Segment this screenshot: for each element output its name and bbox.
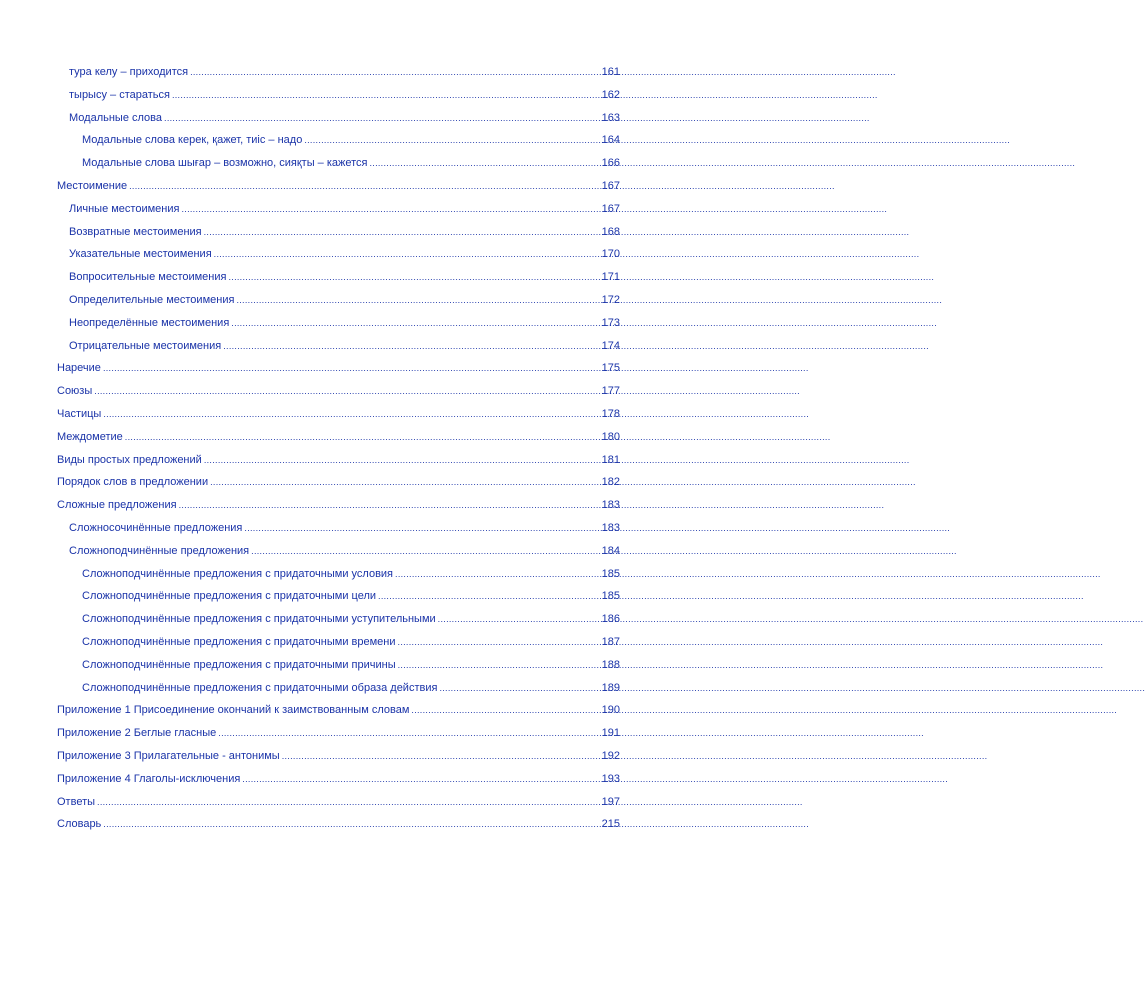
- toc-entry[interactable]: [57, 773, 620, 796]
- toc-entry[interactable]: [57, 727, 620, 750]
- toc-dot-leader: [439, 683, 599, 693]
- toc-dot-leader: [103, 363, 600, 373]
- toc-entry[interactable]: [57, 112, 620, 135]
- toc-entry-title: Сложноподчинённые предложения с придаточными цели: [82, 590, 377, 603]
- toc-entry-page-number: 188: [601, 658, 620, 671]
- toc-entry[interactable]: [57, 796, 620, 819]
- toc-entry-title: Определительные местоимения: [69, 293, 235, 306]
- toc-entry[interactable]: [57, 66, 620, 89]
- toc-entry[interactable]: [57, 385, 620, 408]
- toc-entry[interactable]: [57, 340, 620, 363]
- toc-entry-title: Вопросительные местоимения: [69, 271, 227, 284]
- toc-entry-title: Указательные местоимения: [69, 248, 212, 261]
- toc-entry-title: Приложение 3 Прилагательные - антонимы: [57, 749, 280, 762]
- toc-dot-leader: [103, 409, 599, 419]
- toc-entry[interactable]: [57, 317, 620, 340]
- toc-entry-title: Словарь: [57, 818, 102, 831]
- toc-entry-page-number: 185: [601, 567, 620, 580]
- toc-entry-page-number: 175: [601, 362, 620, 375]
- toc-entry[interactable]: [57, 568, 620, 591]
- toc-entry-page-number: 185: [601, 590, 620, 603]
- toc-entry-page-number: 215: [601, 818, 620, 831]
- toc-entry-title: Модальные слова шығар – возможно, сияқты – кажется: [82, 157, 368, 170]
- toc-entry-title: Междометие: [57, 430, 123, 443]
- toc-entry-title: Виды простых предложений: [57, 453, 202, 466]
- toc-entry-page-number: 180: [601, 430, 620, 443]
- toc-entry-page-number: 166: [601, 157, 620, 170]
- toc-dot-leader: [236, 295, 599, 305]
- toc-entry[interactable]: [57, 408, 620, 431]
- toc-entry[interactable]: [57, 590, 620, 613]
- toc-entry-title: Сложноподчинённые предложения с придаточными уступительными: [82, 613, 436, 626]
- toc-entry[interactable]: [57, 659, 620, 682]
- toc-entry-page-number: 186: [601, 613, 620, 626]
- toc-dot-leader: [231, 318, 599, 328]
- toc-entry-page-number: 192: [601, 749, 620, 762]
- toc-entry-page-number: 167: [601, 202, 620, 215]
- toc-entry-page-number: 178: [601, 407, 620, 420]
- toc-entry-page-number: 197: [601, 795, 620, 808]
- toc-entry-title: Ответы: [57, 795, 96, 808]
- toc-entry[interactable]: [57, 294, 620, 317]
- toc-entry[interactable]: [57, 545, 620, 568]
- toc-dot-leader: [304, 135, 599, 145]
- toc-entry-page-number: 173: [601, 316, 620, 329]
- toc-entry-title: Сложноподчинённые предложения с придаточными образа действия: [82, 681, 438, 694]
- toc-entry[interactable]: [57, 226, 620, 249]
- toc-dot-leader: [97, 797, 600, 807]
- toc-entry-title: Личные местоимения: [69, 202, 180, 215]
- toc-entry-title: тура келу – приходится: [69, 66, 189, 78]
- toc-entry-title: Сложные предложения: [57, 499, 177, 512]
- toc-entry[interactable]: [57, 134, 620, 157]
- toc-entry-title: Отрицательные местоимения: [69, 339, 222, 352]
- toc-entry[interactable]: [57, 682, 620, 705]
- toc-entry[interactable]: [57, 271, 620, 294]
- toc-entry-page-number: 174: [601, 339, 620, 352]
- toc-entry-page-number: 187: [601, 635, 620, 648]
- toc-entry-title: Наречие: [57, 362, 101, 375]
- toc-entry-page-number: 182: [601, 476, 620, 489]
- toc-dot-leader: [369, 158, 599, 168]
- toc-entry-page-number: 164: [601, 134, 620, 147]
- toc-entry-title: Сложноподчинённые предложения с придаточными условия: [82, 567, 394, 580]
- toc-entry-page-number: 172: [601, 293, 620, 306]
- toc-dot-leader: [398, 660, 600, 670]
- toc-entry[interactable]: [57, 613, 620, 636]
- toc-entry-title: Приложение 1 Присоединение окончаний к заимствованным словам: [57, 704, 410, 717]
- toc-entry-page-number: 190: [601, 704, 620, 717]
- toc-entry-title: Частицы: [57, 407, 102, 420]
- toc-dot-leader: [223, 341, 599, 351]
- toc-entry[interactable]: [57, 476, 620, 499]
- toc-dot-leader: [411, 705, 599, 715]
- toc-entry-page-number: 163: [601, 111, 620, 124]
- toc-dot-leader: [378, 591, 600, 601]
- toc-entry[interactable]: [57, 180, 620, 203]
- toc-dot-leader: [214, 249, 600, 259]
- toc-entry-page-number: 162: [601, 88, 620, 101]
- toc-entry[interactable]: [57, 499, 620, 522]
- toc-dot-leader: [244, 523, 599, 533]
- toc-dot-leader: [204, 227, 600, 237]
- toc-entry-title: Союзы: [57, 385, 93, 398]
- toc-dot-leader: [179, 500, 600, 510]
- toc-entry-page-number: 161: [601, 66, 620, 78]
- toc-entry[interactable]: [57, 431, 620, 454]
- toc-dot-leader: [395, 569, 600, 579]
- toc-entry[interactable]: [57, 704, 620, 727]
- toc-entry[interactable]: [57, 636, 620, 659]
- toc-entry-page-number: 170: [601, 248, 620, 261]
- toc-dot-leader: [398, 637, 600, 647]
- toc-entry-page-number: 167: [601, 179, 620, 192]
- toc-entry-title: Сложноподчинённые предложения с придаточными причины: [82, 658, 396, 671]
- toc-entry-page-number: 184: [601, 544, 620, 557]
- toc-dot-leader: [190, 67, 600, 77]
- toc-entry-title: Приложение 4 Глаголы-исключения: [57, 772, 241, 785]
- toc-dot-leader: [438, 614, 600, 624]
- toc-entry-title: тырысу – стараться: [69, 88, 170, 101]
- toc-entry[interactable]: [57, 203, 620, 226]
- toc-entry[interactable]: [57, 89, 620, 112]
- toc-dot-leader: [172, 90, 600, 100]
- toc-entry-page-number: 189: [601, 681, 620, 694]
- toc-entry-page-number: 171: [601, 271, 620, 284]
- toc-dot-leader: [251, 546, 600, 556]
- toc-entry[interactable]: [57, 157, 620, 180]
- toc-dot-leader: [228, 272, 599, 282]
- toc-entry-title: Местоимение: [57, 179, 128, 192]
- toc-entry-page-number: 193: [601, 772, 620, 785]
- toc-dot-leader: [181, 204, 599, 214]
- toc-entry-page-number: 177: [601, 385, 620, 398]
- table-of-contents: [57, 66, 620, 841]
- toc-entry[interactable]: [57, 454, 620, 477]
- toc-entry[interactable]: [57, 522, 620, 545]
- toc-dot-leader: [204, 455, 600, 465]
- toc-entry-page-number: 183: [601, 499, 620, 512]
- toc-dot-leader: [218, 728, 599, 738]
- toc-entry[interactable]: [57, 362, 620, 385]
- toc-dot-leader: [103, 819, 599, 829]
- toc-entry-title: Сложноподчинённые предложения с придаточными времени: [82, 635, 396, 648]
- toc-dot-leader: [94, 386, 599, 396]
- toc-entry[interactable]: [57, 750, 620, 773]
- toc-entry-title: Сложносочинённые предложения: [69, 521, 243, 534]
- toc-entry[interactable]: [57, 248, 620, 271]
- toc-entry-title: Порядок слов в предложении: [57, 476, 209, 489]
- toc-entry-page-number: 181: [601, 453, 620, 466]
- toc-dot-leader: [164, 113, 600, 123]
- toc-entry[interactable]: [57, 818, 620, 841]
- toc-entry-page-number: 168: [601, 225, 620, 238]
- toc-entry-title: Сложноподчинённые предложения: [69, 544, 250, 557]
- toc-entry-title: Модальные слова: [69, 111, 163, 124]
- toc-entry-title: Возвратные местоимения: [69, 225, 202, 238]
- toc-dot-leader: [210, 477, 600, 487]
- toc-dot-leader: [125, 432, 600, 442]
- toc-dot-leader: [282, 751, 600, 761]
- toc-entry-page-number: 183: [601, 521, 620, 534]
- toc-dot-leader: [242, 774, 599, 784]
- toc-entry-title: Приложение 2 Беглые гласные: [57, 727, 217, 740]
- toc-entry-page-number: 191: [601, 727, 620, 740]
- toc-dot-leader: [129, 181, 600, 191]
- toc-entry-title: Неопределённые местоимения: [69, 316, 230, 329]
- toc-entry-title: Модальные слова керек, қажет, тиіс – надо: [82, 134, 303, 147]
